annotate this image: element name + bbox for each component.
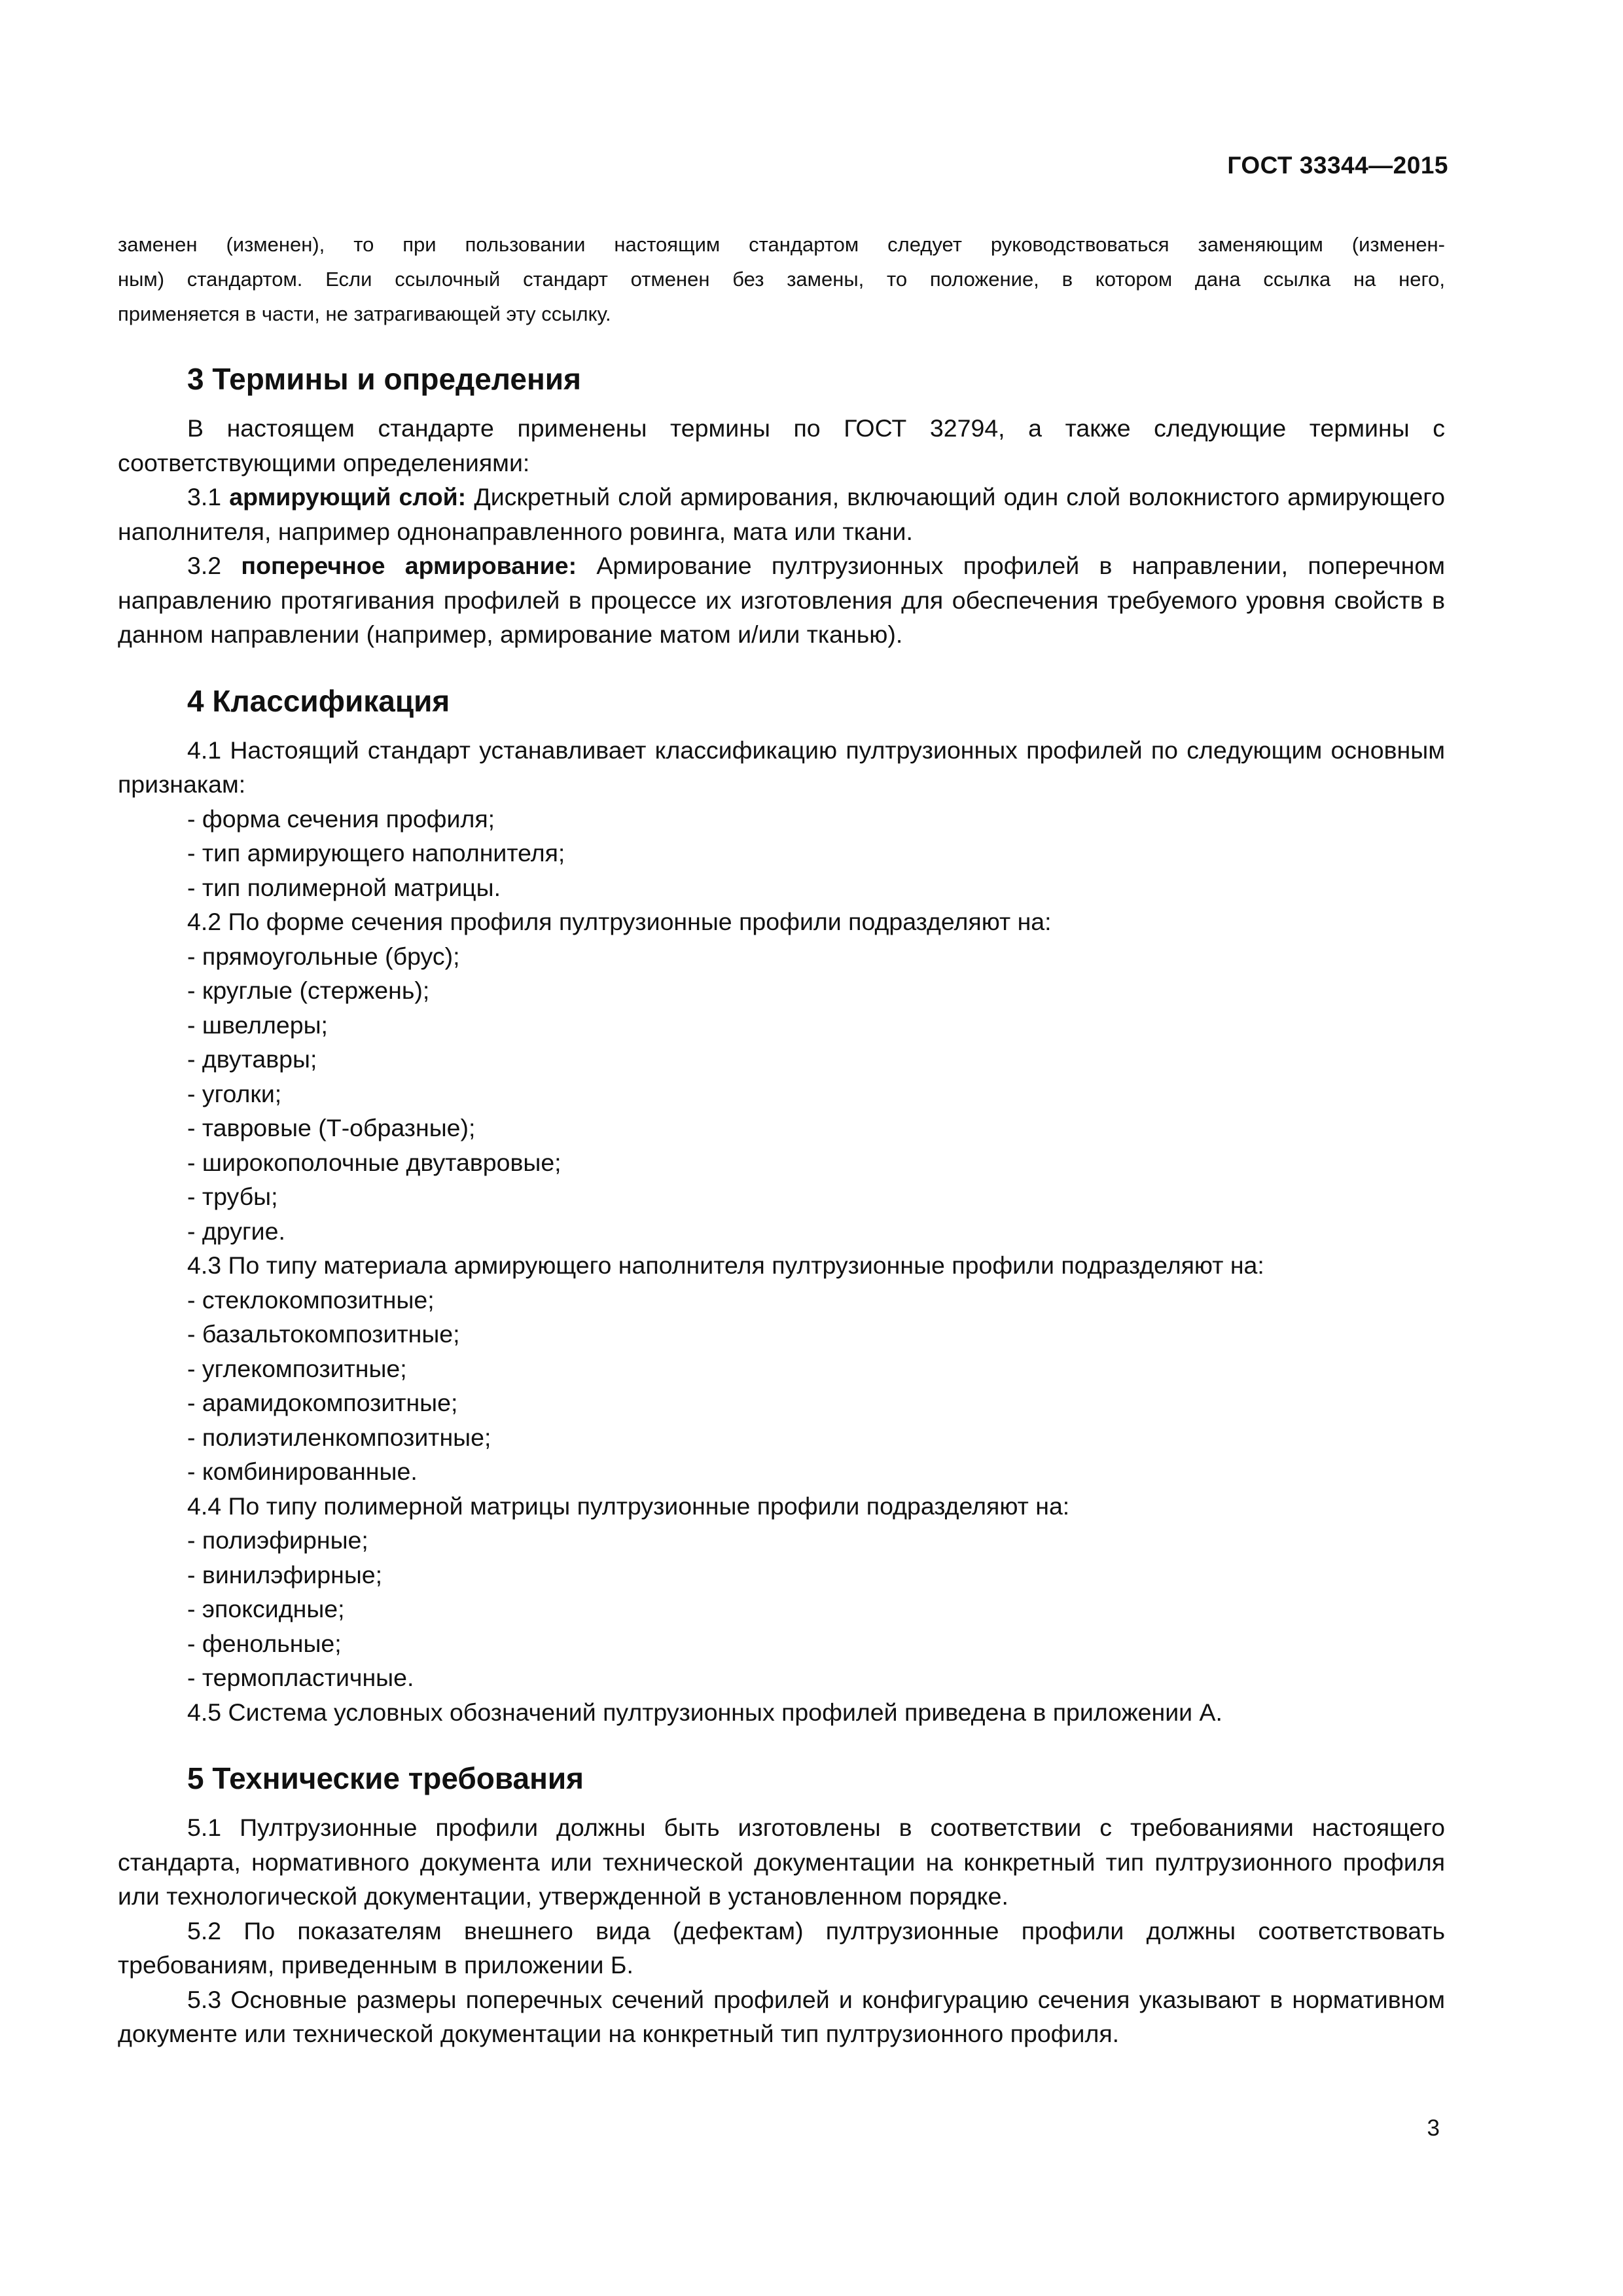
list-item: - другие. bbox=[187, 1217, 285, 1245]
section-3-title: 3 Термины и определения bbox=[187, 362, 581, 396]
term-name: поперечное армирование: bbox=[241, 552, 577, 579]
list-item: - круглые (стержень); bbox=[187, 977, 430, 1004]
intro-line: заменен (изменен), то при пользовании настоящим стандартом следует руководствоваться заменяющим (изменен- bbox=[118, 233, 1445, 256]
list-item: - стеклокомпозитные; bbox=[187, 1285, 435, 1314]
term-definition: Дискретный слой армирования, включающий один слой волокнистого армирующего наполнителя, например однонаправленного ровинга, мата или ткани. bbox=[118, 483, 1446, 545]
list-item: - двутавры; bbox=[187, 1045, 317, 1073]
list-item: - базальтокомпозитные; bbox=[187, 1320, 460, 1348]
list-item: - комбинированные. bbox=[187, 1458, 418, 1485]
clause-4-5: 4.5 Система условных обозначений пултрузионных профилей приведена в приложении А. bbox=[187, 1698, 1222, 1726]
clause-4-1: 4.1 Настоящий стандарт устанавливает классификацию пултрузионных профилей по следующим основным признакам: bbox=[118, 736, 1445, 798]
document-id-header: ГОСТ 33344—2015 bbox=[1227, 152, 1448, 179]
clause-5-3: 5.3 Основные размеры поперечных сечений профилей и конфигурацию сечения указывают в нормативном документе или технической документации на конкретный тип пултрузионного профиля. bbox=[118, 1985, 1445, 2047]
term-number: 3.1 bbox=[187, 483, 222, 511]
term-3-1 bbox=[118, 480, 1445, 548]
list-item: - арамидокомпозитные; bbox=[187, 1389, 458, 1416]
section-4-title: 4 Классификация bbox=[187, 683, 450, 718]
intro-line: ным) стандартом. Если ссылочный стандарт отменен без замены, то положение, в котором дана ссылка на него, bbox=[118, 268, 1445, 291]
list-item: - форма сечения профиля; bbox=[187, 804, 495, 833]
list-item: - прямоугольные (брус); bbox=[187, 942, 460, 970]
list-item: - винилэфирные; bbox=[187, 1560, 383, 1588]
intro-paragraph bbox=[118, 227, 1445, 331]
list-item: - углекомпозитные; bbox=[187, 1354, 407, 1382]
term-definition: Армирование пултрузионных профилей в направлении, поперечном направлению протягивания профилей в процессе их изготовления для обеспечения требуемого уровня свойств в данном направлении (например, армирование матом и/или тканью). bbox=[118, 552, 1446, 648]
section-3-intro: В настоящем стандарте применены термины по ГОСТ 32794, а также следующие термины с соответствующими определениями: bbox=[118, 414, 1445, 476]
page-number: 3 bbox=[1427, 2115, 1440, 2141]
list-item: - полиэфирные; bbox=[187, 1526, 368, 1554]
list-item: - тип полимерной матрицы. bbox=[187, 873, 501, 901]
intro-line: применяется в части, не затрагивающей эту ссылку. bbox=[118, 302, 611, 325]
list-item: - тавровые (Т-образные); bbox=[187, 1114, 476, 1141]
list-item: - широкополочные двутавровые; bbox=[187, 1148, 562, 1176]
clause-5-1: 5.1 Пултрузионные профили должны быть изготовлены в соответствии с требованиями настоящего стандарта, нормативного документа или технической документации на конкретный тип пултрузионного профиля или технологической документации, утвержденной в установленном порядке. bbox=[118, 1814, 1445, 1910]
term-3-2 bbox=[118, 548, 1445, 652]
list-item: - фенольные; bbox=[187, 1629, 342, 1657]
term-name: армирующий слой: bbox=[229, 483, 467, 511]
list-item: - полиэтиленкомпозитные; bbox=[187, 1423, 491, 1451]
clause-4-4: 4.4 По типу полимерной матрицы пултрузионные профили подразделяют на: bbox=[187, 1492, 1070, 1520]
section-5-title: 5 Технические требования bbox=[187, 1761, 584, 1795]
list-item: - тип армирующего наполнителя; bbox=[187, 839, 565, 867]
list-item: - термопластичные. bbox=[187, 1664, 414, 1691]
list-item: - уголки; bbox=[187, 1079, 282, 1107]
clause-5-2: 5.2 По показателям внешнего вида (дефектам) пултрузионные профили должны соответствовать требованиям, приведенным в приложении Б. bbox=[118, 1916, 1445, 1979]
list-item: - эпоксидные; bbox=[187, 1595, 345, 1623]
document-body bbox=[118, 347, 1445, 2051]
list-item: - швеллеры; bbox=[187, 1011, 328, 1039]
term-number: 3.2 bbox=[187, 552, 222, 579]
clause-4-2: 4.2 По форме сечения профиля пултрузионные профили подразделяют на: bbox=[187, 908, 1052, 935]
clause-4-3: 4.3 По типу материала армирующего наполнителя пултрузионные профили подразделяют на: bbox=[187, 1251, 1264, 1279]
list-item: - трубы; bbox=[187, 1183, 278, 1210]
